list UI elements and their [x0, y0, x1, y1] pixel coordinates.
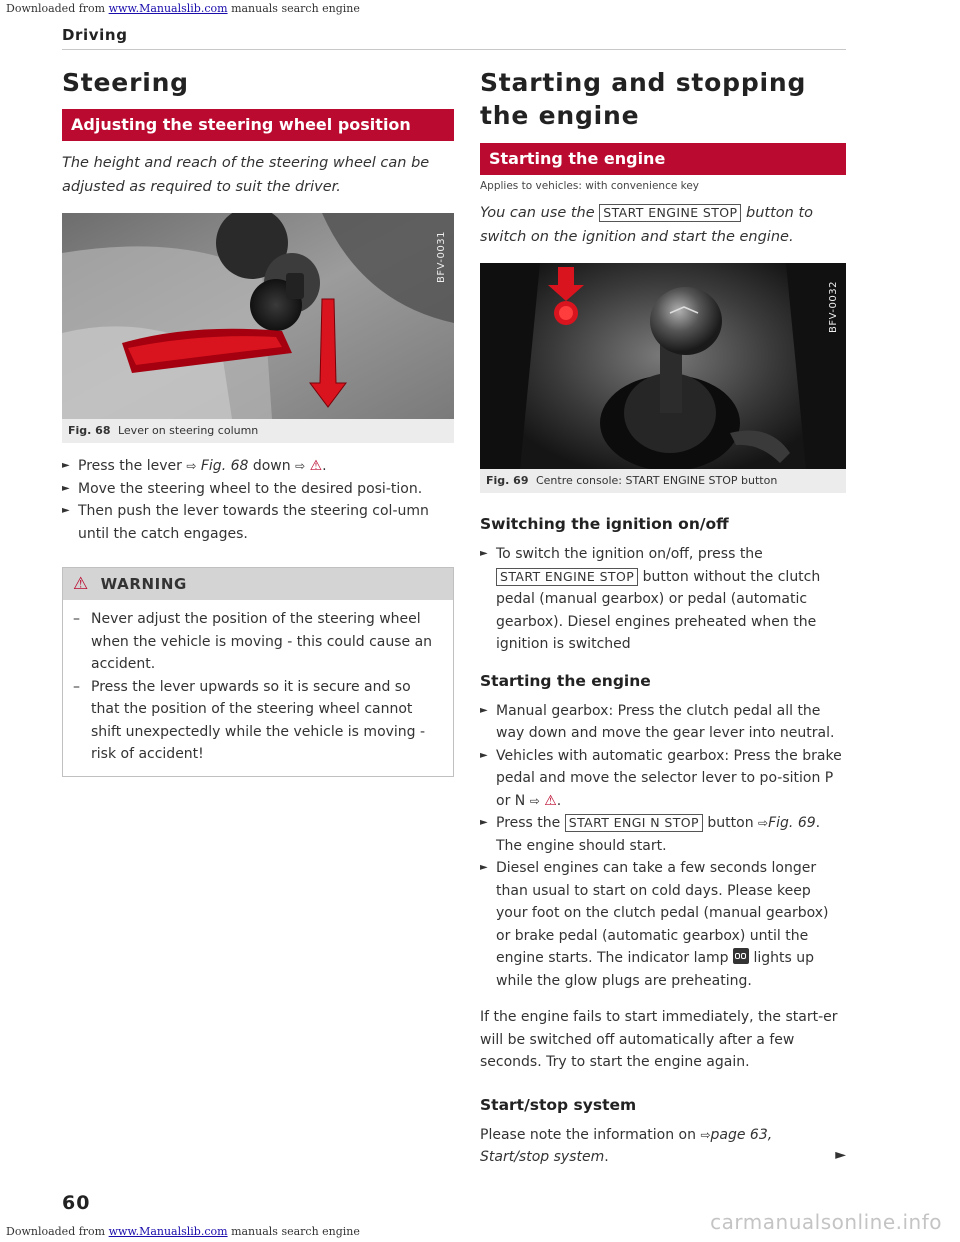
figure-68-caption [62, 419, 454, 443]
step-move-wheel: ► Move the steering wheel to the desired posi-tion. [62, 480, 423, 497]
start-stop-note: Please note the information on ⇨page 63, Start/stop system. ► [480, 1126, 846, 1165]
ref-arrow-icon: ⇨ [758, 816, 769, 830]
manualslib-link[interactable]: www.Manualslib.com [108, 2, 228, 15]
start-engine-stop-key: START ENGINE STOP [496, 568, 638, 586]
warning-body [63, 600, 453, 776]
ref-arrow-icon: ⇨ [295, 459, 306, 473]
figure-68 [62, 213, 454, 443]
page-number: 60 [62, 1192, 91, 1214]
engine-fail-paragraph: If the engine fails to start immediately, the start-er will be switched off automatically after a few seconds. Try to start the engine again. [480, 1009, 838, 1070]
download-prefix: Downloaded from [6, 1225, 106, 1238]
left-column [62, 66, 454, 777]
step-manual-gearbox: ► Manual gearbox: Press the clutch pedal all the way down and move the gear lever into neutral. [480, 702, 835, 741]
glow-plug-indicator-icon [733, 948, 749, 964]
figure-69-caption [480, 469, 846, 493]
intro-text: The height and reach of the steering wheel can be adjusted as required to suit the driver. [62, 155, 430, 195]
watermark: carmanualsonline.info [710, 1210, 942, 1234]
warning-header [63, 568, 453, 600]
centre-console-illustration [480, 263, 846, 469]
step-automatic-gearbox: ► Vehicles with automatic gearbox: Press the brake pedal and move the selector lever to po-sition P or N ⇨ ⚠. [480, 745, 846, 813]
section-title-steering: Steering [62, 68, 189, 97]
warning-triangle-icon: ⚠ [73, 574, 89, 594]
step-diesel-engines: ► Diesel engines can take a few seconds longer than usual to start on cold days. Please keep your foot on the clutch pedal (manual gearbox) or brake pedal (automatic gearbox) until the engine starts. The indicator lamp lights up while the glow plugs are preheating. [480, 860, 829, 989]
centre-console-photo [480, 263, 846, 469]
download-prefix: Downloaded from [6, 2, 106, 15]
ref-arrow-icon: ⇨ [529, 793, 540, 808]
page-63-ref[interactable]: page 63, Start/stop system [480, 1126, 773, 1165]
warning-triangle-icon[interactable]: ⚠ [309, 458, 323, 474]
warning-box [62, 567, 454, 777]
header-rule [62, 49, 846, 50]
start-engine-stop-key: START ENGI N STOP [565, 814, 703, 832]
steering-lever-illustration [62, 213, 454, 419]
download-banner-top [6, 2, 360, 15]
warning-triangle-icon[interactable]: ⚠ [544, 792, 557, 809]
figure-69-caption-text: Centre console: START ENGINE STOP button [535, 474, 778, 487]
section-title-starting-stopping: Starting and stopping the engine [480, 68, 807, 130]
figure-69 [480, 263, 846, 493]
download-suffix: manuals search engine [231, 2, 360, 15]
figure-69-label: Fig. 69 [486, 474, 529, 487]
subheading-starting: Starting the engine [480, 671, 651, 690]
ignition-steps [480, 543, 846, 656]
running-head: Driving [62, 26, 128, 44]
warning-item: – Press the lever upwards so it is secure and so that the position of the steering wheel cannot shift unexpectedly while the vehicle is moving - risk of accident! [73, 678, 426, 762]
ref-arrow-icon: ⇨ [186, 459, 197, 473]
continue-arrow-icon: ► [835, 1147, 846, 1163]
download-banner-bottom [6, 1225, 360, 1238]
manualslib-link[interactable]: www.Manualslib.com [108, 1225, 228, 1238]
subsection-bar-starting: Starting the engine [480, 143, 846, 175]
start-engine-stop-key: START ENGINE STOP [599, 204, 741, 222]
warning-item: – Never adjust the position of the steering wheel when the vehicle is moving - this could cause an accident. [73, 611, 433, 672]
figure-code-68: BFV-0031 [436, 231, 447, 283]
intro-text: You can use the START ENGINE STOP button to switch on the ignition and start the engine. [480, 205, 814, 245]
steering-column-photo [62, 213, 454, 419]
figure-68-label: Fig. 68 [68, 424, 111, 437]
ref-arrow-icon: ⇨ [700, 1127, 711, 1142]
right-column [480, 66, 846, 1169]
fig-68-ref[interactable]: Fig. 68 [200, 458, 249, 474]
subheading-start-stop: Start/stop system [480, 1095, 637, 1114]
steering-steps [62, 455, 454, 545]
step-press-lever: ► Press the lever ⇨ Fig. 68 down ⇨ ⚠. [62, 455, 454, 478]
applies-note: Applies to vehicles: with convenience key [480, 180, 700, 192]
subheading-ignition: Switching the ignition on/off [480, 515, 729, 533]
figure-code-69: BFV-0032 [828, 281, 839, 333]
step-switch-ignition: ► To switch the ignition on/off, press the START ENGINE STOP button without the clutch pedal (manual gearbox) or pedal (automatic gearbox). Diesel engines preheated when the ignition is switched [480, 546, 821, 652]
warning-title: WARNING [100, 575, 187, 593]
figure-68-caption-text: Lever on steering column [117, 424, 259, 437]
subsection-bar-adjusting: Adjusting the steering wheel position [62, 109, 454, 141]
fig-69-ref[interactable]: Fig. 69 [768, 815, 816, 831]
starting-steps [480, 700, 846, 993]
step-push-lever: ► Then push the lever towards the steering col-umn until the catch engages. [62, 503, 429, 542]
step-press-start: ► Press the START ENGI N STOP button ⇨Fig. 69. The engine should start. [480, 815, 821, 854]
download-suffix: manuals search engine [231, 1225, 360, 1238]
